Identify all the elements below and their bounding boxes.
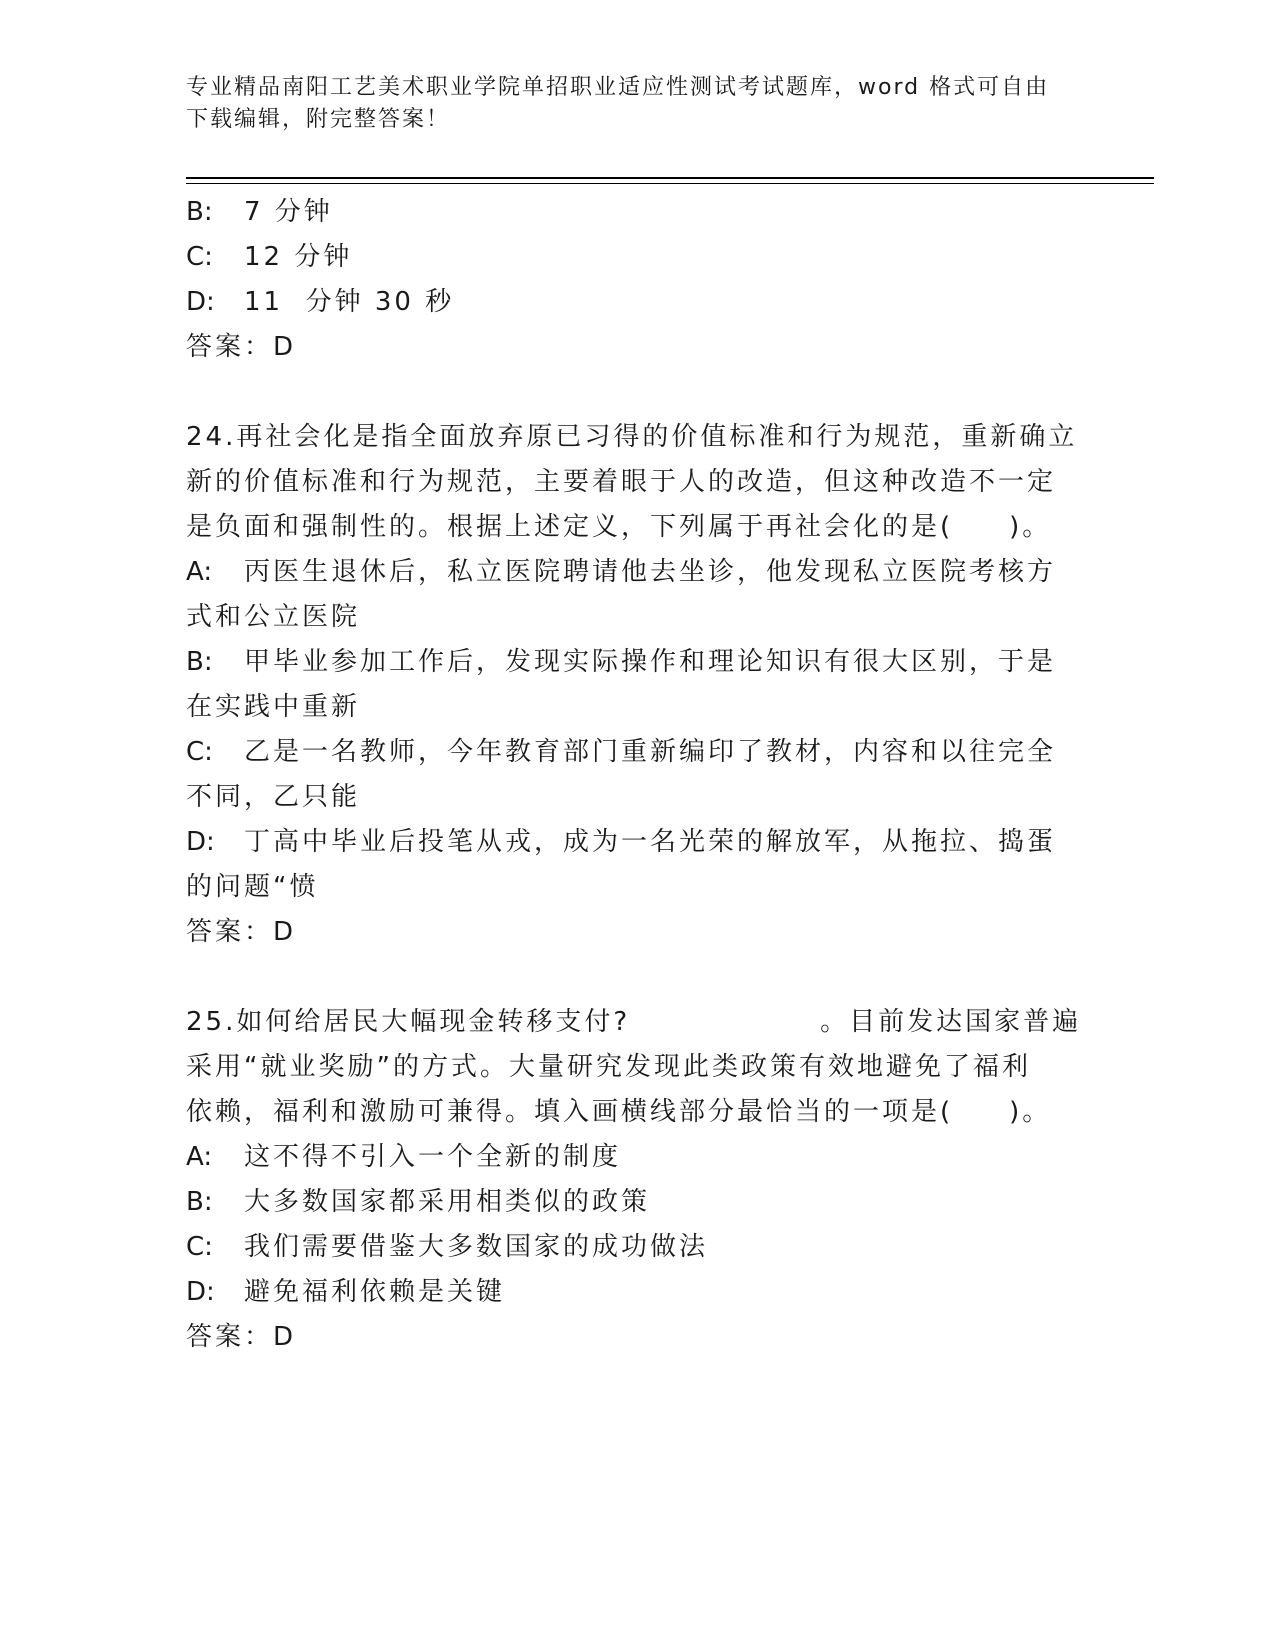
question-25 <box>186 1000 1086 1315</box>
document-body <box>186 190 1086 1360</box>
header-rule-thin <box>186 183 1154 184</box>
option-b: B: 甲毕业参加工作后，发现实际操作和理论知识有很大区别，于是 <box>186 647 1057 677</box>
question-25-stem-line-1: 25.如何给居民大幅现金转移支付? 。目前发达国家普遍 <box>186 1007 1082 1037</box>
header-line-1: 专业精品南阳工艺美术职业学院单招职业适应性测试考试题库，word 格式可自由 <box>186 75 1050 100</box>
option-c: C: 乙是一名教师，今年教育部门重新编印了教材，内容和以往完全 <box>186 737 1057 767</box>
option-c: C: 12 分钟 <box>186 242 353 272</box>
question-23-options <box>186 190 1086 325</box>
question-25-answer: 答案：D <box>186 1322 297 1352</box>
header-line-2: 下载编辑，附完整答案！ <box>186 107 451 132</box>
question-23-answer: 答案：D <box>186 332 297 362</box>
spacer <box>186 955 1086 1000</box>
question-25-stem-line-3: 依赖，福利和激励可兼得。填入画横线部分最恰当的一项是( )。 <box>186 1097 1052 1127</box>
question-24 <box>186 415 1086 910</box>
option-d-continued: 的问题“愤 <box>186 872 319 902</box>
header-rule-thick <box>186 177 1154 179</box>
option-b-continued: 在实践中重新 <box>186 692 361 722</box>
option-c: C: 我们需要借鉴大多数国家的成功做法 <box>186 1232 709 1262</box>
question-24-answer: 答案：D <box>186 917 297 947</box>
option-a-continued: 式和公立医院 <box>186 602 361 632</box>
option-b: B: 7 分钟 <box>186 197 333 227</box>
option-a: A: 这不得不引入一个全新的制度 <box>186 1142 622 1172</box>
option-a: A: 丙医生退休后，私立医院聘请他去坐诊，他发现私立医院考核方 <box>186 557 1057 587</box>
spacer <box>186 370 1086 415</box>
option-d: D: 丁高中毕业后投笔从戎，成为一名光荣的解放军，从拖拉、捣蛋 <box>186 827 1057 857</box>
question-24-stem-line-2: 新的价值标准和行为规范，主要着眼于人的改造，但这种改造不一定 <box>186 467 1057 497</box>
document-header <box>186 72 1066 136</box>
question-24-stem-line-1: 24.再社会化是指全面放弃原已习得的价值标准和行为规范，重新确立 <box>186 422 1078 452</box>
question-25-stem-line-2: 采用“就业奖励”的方式。大量研究发现此类政策有效地避免了福利 <box>186 1052 1031 1082</box>
question-24-stem-line-3: 是负面和强制性的。根据上述定义，下列属于再社会化的是( )。 <box>186 512 1052 542</box>
option-d: D: 避免福利依赖是关键 <box>186 1277 506 1307</box>
option-c-continued: 不同，乙只能 <box>186 782 361 812</box>
option-d: D: 11 分钟 30 秒 <box>186 287 455 317</box>
option-b: B: 大多数国家都采用相类似的政策 <box>186 1187 651 1217</box>
